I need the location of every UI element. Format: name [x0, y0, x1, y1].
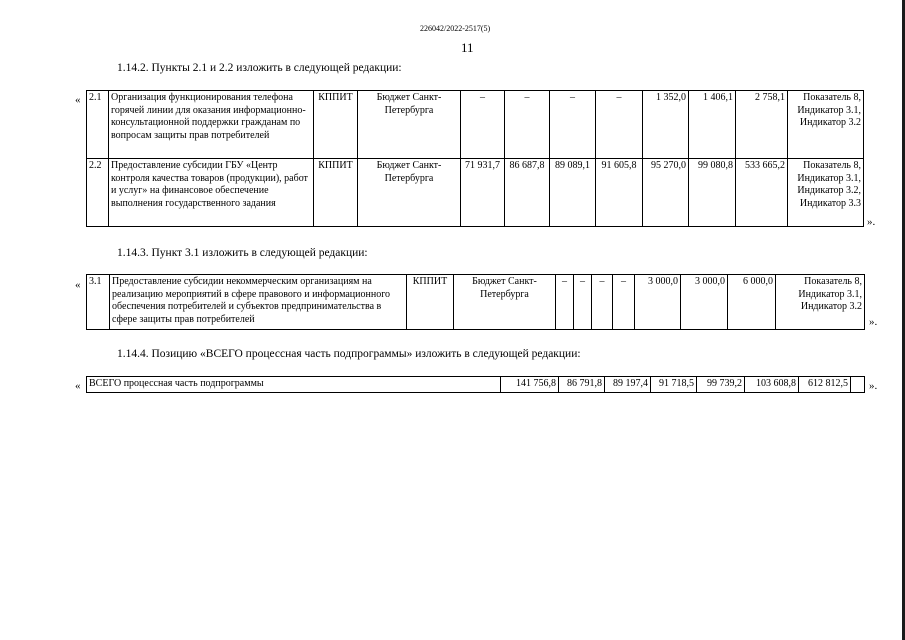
table-row [87, 159, 864, 227]
open-quote: « [75, 380, 81, 392]
value-cell: 3 000,0 [635, 275, 681, 330]
row-number: 2.1 [87, 91, 109, 159]
value-cell: – [505, 91, 550, 159]
value-cell: 6 000,0 [728, 275, 776, 330]
value-cell: 71 931,7 [461, 159, 505, 227]
value-cell: 612 812,5 [799, 377, 851, 393]
close-quote: ». [867, 216, 876, 228]
value-cell: 533 665,2 [736, 159, 788, 227]
row-name: Предоставление субсидии ГБУ «Центр контроля качества товаров (продукции), работ и услуг» на финансовое обеспечение выполнения государственного задания [109, 159, 314, 227]
row-indicators: Показатель 8, Индикатор 3.1, Индикатор 3.2 [776, 275, 865, 330]
value-cell: 86 687,8 [505, 159, 550, 227]
row-executor: КППИТ [407, 275, 454, 330]
value-cell: 89 197,4 [605, 377, 651, 393]
row-name: Организация функционирования телефона горячей линии для оказания информационно-консультационной поддержки гражданам по вопросам защиты прав потребителей [109, 91, 314, 159]
open-quote: « [75, 279, 81, 291]
page-number: 11 [461, 40, 474, 55]
value-cell: – [556, 275, 574, 330]
row-source: Бюджет Санкт-Петербурга [358, 159, 461, 227]
value-cell: 3 000,0 [681, 275, 728, 330]
value-cell: 2 758,1 [736, 91, 788, 159]
row-indicators: Показатель 8, Индикатор 3.1, Индикатор 3.2, Индикатор 3.3 [788, 159, 864, 227]
row-number: 2.2 [87, 159, 109, 227]
total-label: ВСЕГО процессная часть подпрограммы [87, 377, 501, 393]
value-cell: – [461, 91, 505, 159]
row-number: 3.1 [87, 275, 110, 330]
open-quote: « [75, 94, 81, 106]
value-cell: 103 608,8 [745, 377, 799, 393]
table-row [87, 377, 865, 393]
section-heading-4: 1.14.4. Позицию «ВСЕГО процессная часть подпрограммы» изложить в следующей редакции: [117, 348, 581, 360]
section-heading-3: 1.14.3. Пункт 3.1 изложить в следующей редакции: [117, 247, 368, 259]
row-name: Предоставление субсидии некоммерческим организациям на реализацию мероприятий в сфере правового и информационного обеспечения потребителей и субъектов предпринимательства в сфере защиты прав потребителей [110, 275, 407, 330]
row-source: Бюджет Санкт-Петербурга [454, 275, 556, 330]
section-heading-2: 1.14.2. Пункты 2.1 и 2.2 изложить в следующей редакции: [117, 62, 402, 74]
value-cell: – [550, 91, 596, 159]
row-executor: КППИТ [314, 159, 358, 227]
value-cell: 99 080,8 [689, 159, 736, 227]
empty-cell [851, 377, 865, 393]
value-cell: 1 406,1 [689, 91, 736, 159]
close-quote: ». [869, 316, 878, 328]
row-executor: КППИТ [314, 91, 358, 159]
value-cell: 141 756,8 [501, 377, 559, 393]
row-source: Бюджет Санкт-Петербурга [358, 91, 461, 159]
table-row [87, 91, 864, 159]
value-cell: – [613, 275, 635, 330]
value-cell: 91 718,5 [651, 377, 697, 393]
document-code: 226042/2022-2517(5) [420, 24, 491, 33]
close-quote: ». [869, 380, 878, 392]
table-items-3 [86, 274, 865, 330]
value-cell: – [574, 275, 592, 330]
table-total [86, 376, 865, 393]
value-cell: 95 270,0 [643, 159, 689, 227]
value-cell: – [592, 275, 613, 330]
table-items-2 [86, 90, 864, 227]
table-row [87, 275, 865, 330]
value-cell: 99 739,2 [697, 377, 745, 393]
row-indicators: Показатель 8, Индикатор 3.1, Индикатор 3.2 [788, 91, 864, 159]
value-cell: 89 089,1 [550, 159, 596, 227]
value-cell: – [596, 91, 643, 159]
value-cell: 1 352,0 [643, 91, 689, 159]
value-cell: 86 791,8 [559, 377, 605, 393]
value-cell: 91 605,8 [596, 159, 643, 227]
